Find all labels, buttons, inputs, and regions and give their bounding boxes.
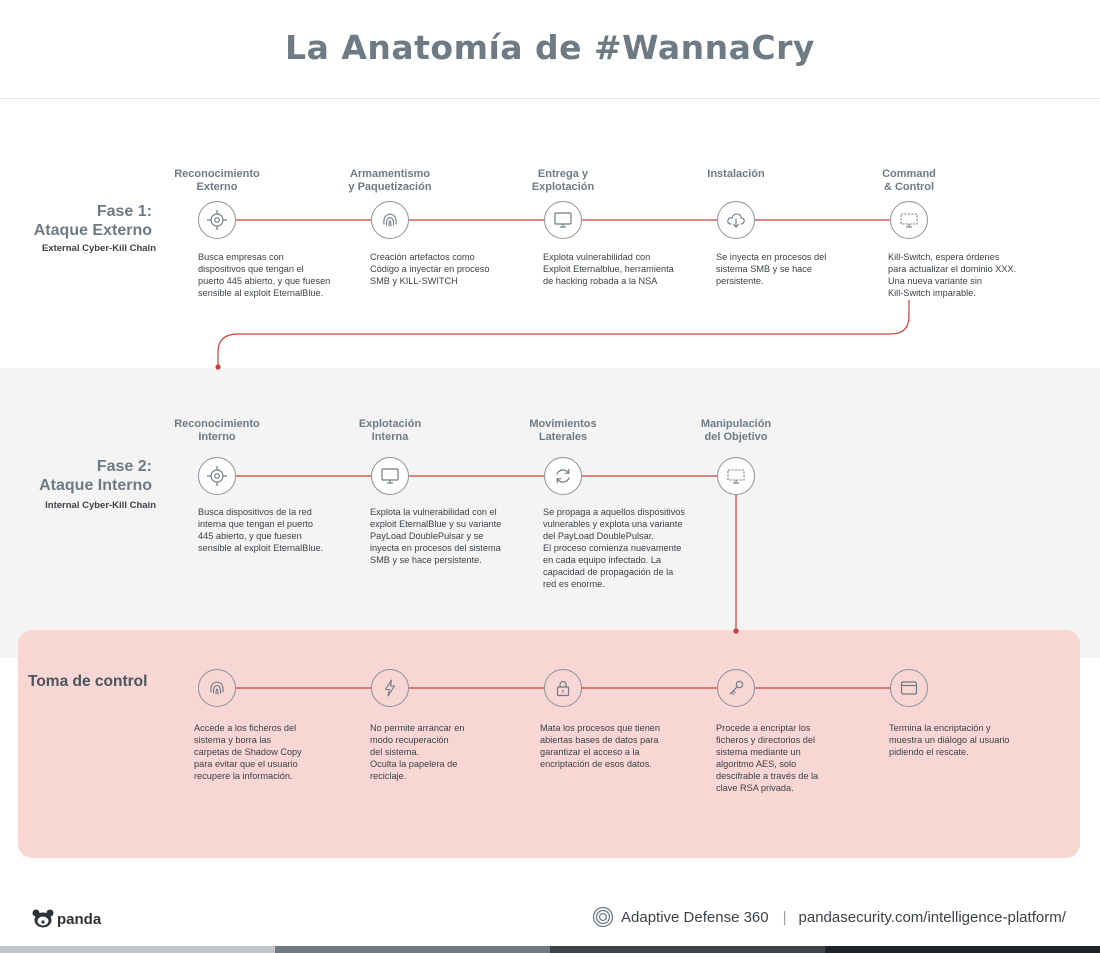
phase1-step2-description: Creación artefactos como Código a inyectar en proceso SMB y KILL-SWITCH	[370, 252, 490, 286]
phase2-title-line2: Ataque Interno	[39, 477, 152, 494]
footer-bar-segment	[0, 946, 275, 953]
phase1-step5-node	[890, 201, 928, 239]
target-icon	[206, 209, 228, 231]
phase2-step3-description: Se propaga a aquellos dispositivos vulnerables y explota una variante del PayLoad DoublePulsar. El proceso comienza nuevamente en cada equipo infectado. La capacidad de propagación de la red es enorme.	[543, 507, 685, 589]
phase1-step3-description: Explota vulnerabilidad con Exploit Eternalblue, herramienta de hacking robada a la NSA	[543, 252, 674, 286]
phase2-step2-description: Explota la vulnerabilidad con el exploit EternalBlue y su variante PayLoad DoublePulsar y se inyecta en procesos del sistema SMB y se hace persistente.	[370, 507, 502, 565]
phase2-step2-heading: Explotación Interna	[358, 418, 422, 443]
phase2-step4-heading: Manipulación del Objetivo	[700, 418, 772, 443]
panda-logo[interactable]	[32, 909, 101, 929]
phase1-step5-description: Kill-Switch, espera órdenes para actualizar el dominio XXX. Una nueva variante sin Kill-Switch imparable.	[888, 252, 1017, 298]
footer-bar-segment	[825, 946, 1100, 953]
phase1-step4-node	[717, 201, 755, 239]
connector-dot	[215, 364, 220, 369]
lightning-icon	[379, 677, 401, 699]
phase1-title-line1: Fase 1:	[96, 203, 152, 220]
phase2-title-line1: Fase 2:	[96, 458, 152, 475]
refresh-icon	[552, 465, 574, 487]
phase2-step1-description: Busca dispositivos de la red interna que tengan el puerto 445 abierto, y que fuesen sensible al exploit EternalBlue.	[198, 507, 324, 553]
logo-text: panda	[57, 910, 102, 928]
phase3-step2-node	[371, 669, 409, 707]
phase2-step1-heading: Reconocimiento Interno	[174, 418, 260, 443]
cloud-download-icon	[725, 209, 747, 231]
screen-icon	[725, 465, 747, 487]
monitor-icon	[552, 209, 574, 231]
footer-product-info	[592, 906, 1066, 928]
footer-bar-segment	[550, 946, 825, 953]
phase2-step1-node	[198, 457, 236, 495]
lock-icon	[552, 677, 574, 699]
phase1-to-phase2-connector	[218, 300, 909, 366]
phase3-step1-description: Accede a los ficheros del sistema y borra las carpetas de Shadow Copy para evitar que el usuario recupere la información.	[194, 723, 302, 781]
phase1-step4-description: Se inyecta en procesos del sistema SMB y se hace persistente.	[716, 252, 827, 286]
phase1-step1-heading: Reconocimiento Externo	[174, 168, 260, 193]
key-icon	[725, 677, 747, 699]
phase3-step4-description: Procede a encriptar los ficheros y directorios del sistema mediante un algoritmo AES, solo descifrable a través de la clave RSA privada.	[716, 723, 819, 793]
footer-separator: |	[782, 908, 787, 926]
phase3-step5-description: Termina la encriptación y muestra un diálogo al usuario pidiendo el rescate.	[889, 723, 1010, 757]
panda-icon	[32, 909, 54, 929]
phase1-step1-node	[198, 201, 236, 239]
phase2-step4-node	[717, 457, 755, 495]
phase3-step3-description: Mata los procesos que tienen abiertas bases de datos para garantizar el acceso a la encriptación de esos datos.	[540, 723, 661, 769]
phase3-step5-node	[890, 669, 928, 707]
page-title: La Anatomía de #WannaCry	[285, 28, 815, 67]
phase1-step5-heading: Command & Control	[882, 168, 936, 193]
phase1-step1-description: Busca empresas con dispositivos que tengan el puerto 445 abierto, y que fuesen sensible al exploit EternalBlue.	[198, 252, 331, 298]
adaptive-defense-icon	[592, 906, 614, 928]
phase3-step2-description: No permite arrancar en modo recuperación del sistema. Oculta la papelera de reciclaje.	[370, 723, 465, 781]
monitor-icon	[379, 465, 401, 487]
phase3-step4-node	[717, 669, 755, 707]
phase3-title: Toma de control	[28, 673, 148, 690]
phase1-subtitle: External Cyber-Kill Chain	[41, 243, 156, 254]
phase2-step3-node	[544, 457, 582, 495]
phase2-subtitle: Internal Cyber-Kill Chain	[45, 500, 156, 511]
phase1-title-line2: Ataque Externo	[33, 222, 152, 239]
target-icon	[206, 465, 228, 487]
fingerprint-icon	[379, 209, 401, 231]
phase3-step3-node	[544, 669, 582, 707]
phase3-step1-node	[198, 669, 236, 707]
phase1-step2-heading: Armamentismo y Paquetización	[348, 168, 432, 193]
footer-url-link[interactable]: pandasecurity.com/intelligence-platform/	[798, 908, 1066, 926]
footer-bar-segment	[275, 946, 550, 953]
connector-dot	[733, 628, 738, 633]
phase2-step2-node	[371, 457, 409, 495]
screen-icon	[898, 209, 920, 231]
fingerprint-icon	[206, 677, 228, 699]
phase1-step3-node	[544, 201, 582, 239]
phase1-step4-heading: Instalación	[707, 168, 765, 180]
phase1-step2-node	[371, 201, 409, 239]
browser-window-icon	[898, 677, 920, 699]
phase2-step3-heading: Movimientos Laterales	[529, 418, 597, 443]
phase1-step3-heading: Entrega y Explotación	[531, 168, 595, 193]
product-name: Adaptive Defense 360	[621, 908, 769, 926]
